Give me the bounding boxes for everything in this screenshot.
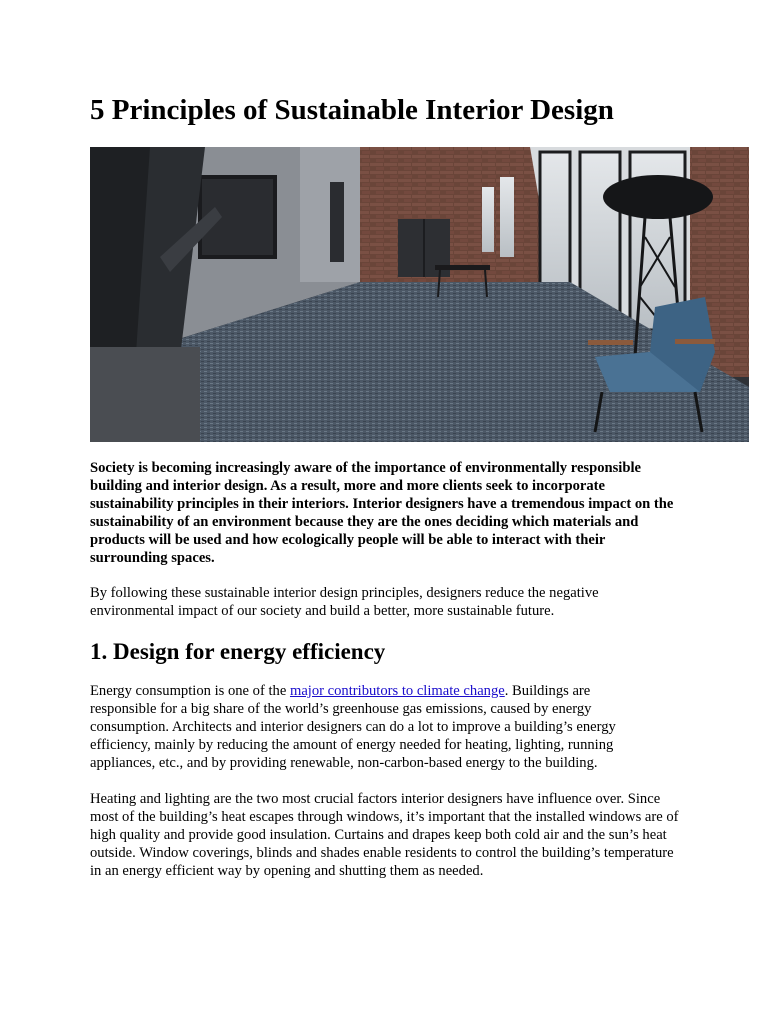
section-1-paragraph-2: Heating and lighting are the two most crucial factors interior designers have influence over. Since most of the building’s heat escapes through windows, it’s important that the installed windows are of high quality and provide good insulation. Curtains and drapes keep both cold air and the sun’s heat outside. Window coverings, blinds and shades enable residents to control the building’s temperature in an energy efficient way by opening and shutting them as needed. — [90, 791, 679, 879]
text-after-link: . Buildings are responsible for a big share of the world’s greenhouse gas emissions, caused by energy consumption. Architects and interior designers can do a lot to improve a building’s energy efficiency, mainly by reducing the amount of energy needed for heating, lighting, running appliances, etc., and by providing renewable, non-carbon-based energy to the building. — [90, 683, 616, 771]
section-heading-1: 1. Design for energy efficiency — [90, 639, 386, 664]
page-title: 5 Principles of Sustainable Interior Design — [90, 94, 614, 126]
intro-paragraph: Society is becoming increasingly aware of the importance of environmentally responsible building and interior design. As a result, more and more clients seek to incorporate sustainability principles in their interiors. Interior designers have a tremendous impact on the sustainability of an environment because they are the ones deciding which materials and products will be used and how ecologically people will be able to interact with their surrounding spaces. — [90, 460, 674, 566]
text-before-link: Energy consumption is one of the — [90, 683, 290, 699]
section-1-paragraph-1 — [90, 683, 645, 773]
hero-image — [90, 147, 749, 442]
paragraph-2: By following these sustainable interior design principles, designers reduce the negative environmental impact of our society and build a better, more sustainable future. — [90, 585, 599, 619]
climate-change-link[interactable]: major contributors to climate change — [289, 683, 505, 699]
interior-photo-icon — [90, 147, 749, 442]
